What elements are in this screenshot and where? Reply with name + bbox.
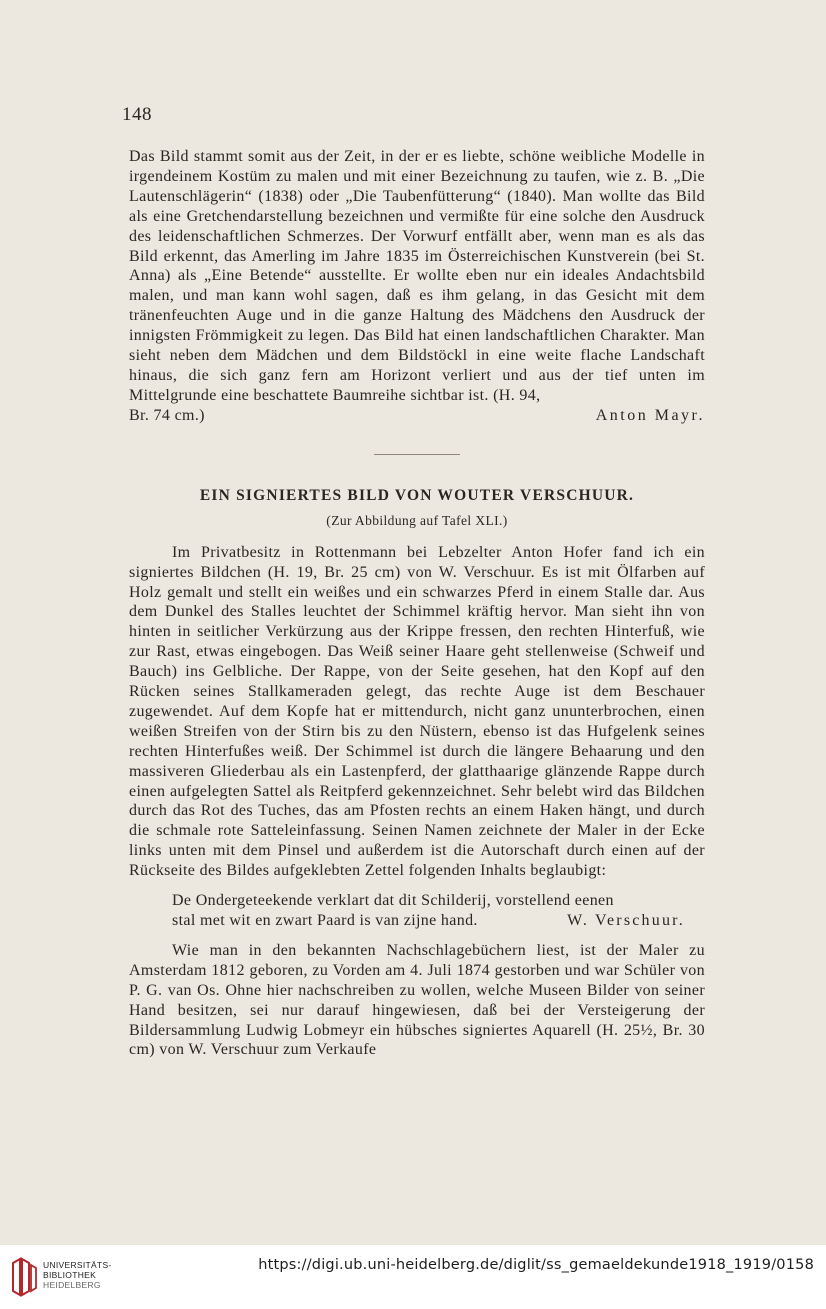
paragraph-biography: Wie man in den bekannten Nachschlagebüchern liest, ist der Maler zu Amsterdam 1812 geboren, zu Vorden am 4. Juli 1874 gestorben und war Schüler von P. G. van Os. Ohne hier nachschreiben zu wollen, welche Museen Bilder von seiner Hand besitzen, sei nur darauf hingewiesen, daß bei der Versteigerung der Bildersammlung Ludwig Lobmeyr ein hübsches signiertes Aquarell (H. 25½, Br. 30 cm) von W. Verschuur zum Verkaufe: [129, 941, 705, 1059]
quoted-label: [172, 891, 705, 931]
section-separator: [374, 454, 460, 455]
article-subheading: (Zur Abbildung auf Tafel XLI.): [326, 512, 508, 528]
paragraph-verschuur: Im Privatbesitz in Rottenmann bei Lebzelter Anton Hofer fand ich ein signiertes Bildchen (H. 19, Br. 25 cm) von W. Verschuur. Es ist mit Ölfarben auf Holz gemalt und stellt ein weißes und ein schwarzes Pferd in einem Stalle dar. Aus dem Dunkel des Stalles leuchtet der Schimmel kräftig hervor. Man sieht ihn von hinten in seitlicher Verkürzung aus der Krippe fressen, den rechten Hinterfuß, wie zur Rast, etwas eingebogen. Das Weiß seiner Haare geht stellenweise (Schweif und Bauch) ins Gelbliche. Der Rappe, von der Seite gesehen, hat den Kopf auf den Rücken seines Stallkameraden gelegt, das rechte Auge ist dem Beschauer zugewendet. Auf dem Kopfe hat er mittendurch, nicht ganz ununterbrochen, einen weißen Streifen von der Stirn bis zu den Nüstern, ebenso ist das Hufgelenk seines rechten Hinterfußes weiß. Der Schimmel ist durch die längere Behaarung und den massiveren Gliederbau als ein Lastenpferd, der glatthaarige glänzende Rappe durch einen aufgelegten Sattel als Reitpferd gekennzeichnet. Sehr belebt wird das Bildchen durch das Rot des Tuches, das am Pfosten rechts an einem Haken hängt, und durch die schmale rote Satteleinfassung. Seinen Namen zeichnete der Maler in der Ecke links unten mit dem Pinsel und außerdem ist die Autorschaft durch einen auf der Rückseite des Bildes aufgeklebten Zettel folgenden Inhalts beglaubigt:: [129, 543, 705, 880]
quote-line-2: [172, 911, 685, 931]
article-heading: EIN SIGNIERTES BILD VON WOUTER VERSCHUUR.: [199, 486, 635, 504]
text-column: [129, 147, 705, 1060]
library-name: [43, 1260, 112, 1290]
library-name-line-2: BIBLIOTHEK: [43, 1270, 97, 1280]
dimensions-text: Br. 74 cm.): [129, 406, 205, 424]
author-name: Anton Mayr.: [595, 406, 705, 424]
university-library-logo-icon: [9, 1257, 39, 1297]
library-name-line-1: UNIVERSITÄTS-: [43, 1260, 112, 1270]
source-url-link[interactable]: https://digi.ub.uni-heidelberg.de/diglit/ss_gemaeldekunde1918_1919/0158: [258, 1257, 814, 1273]
quote-text-1: De Ondergeteekende verklart dat dit Schilderij, vorstellend eenen: [172, 892, 614, 910]
quote-line-1: [172, 891, 685, 911]
footer-bar: [0, 1245, 826, 1309]
author-line: [129, 406, 705, 426]
quote-signature: W. Verschuur.: [567, 912, 685, 929]
paragraph-amerling: Das Bild stammt somit aus der Zeit, in der er es liebte, schöne weibliche Modelle in irgendeinem Kostüm zu malen und mit einer Bezeichnung zu taufen, wie z. B. „Die Lautenschlägerin“ (1838) oder „Die Taubenfütterung“ (1840). Man wollte das Bild als eine Gretchendarstellung bezeichnen und vermißte für eine solche den Ausdruck des leidenschaftlichen Schmerzes. Der Vorwurf entfällt aber, wenn man es als das Bild erkennt, das Amerling im Jahre 1835 im Österreichischen Kunstverein (bei St. Anna) als „Eine Betende“ ausstellte. Er wollte eben nur ein ideales Andachtsbild malen, und man kann wohl sagen, daß es ihm gelang, in das Gesicht mit dem tränenfeuchten Auge und in die ganze Haltung des Mädchens den Ausdruck der innigsten Frömmigkeit zu legen. Das Bild hat einen landschaftlichen Charakter. Man sieht neben dem Mädchen und dem Bildstöckl in eine weite flache Landschaft hinaus, die sich ganz fern am Horizont verliert und aus der tief unten im Mittelgrunde eine beschattete Baumreihe sichtbar ist. (H. 94,: [129, 148, 705, 404]
quote-text-2: stal met wit en zwart Paard is van zijne hand.: [172, 912, 478, 929]
page-number: 148: [122, 104, 152, 125]
library-name-line-3: HEIDELBERG: [43, 1280, 101, 1290]
